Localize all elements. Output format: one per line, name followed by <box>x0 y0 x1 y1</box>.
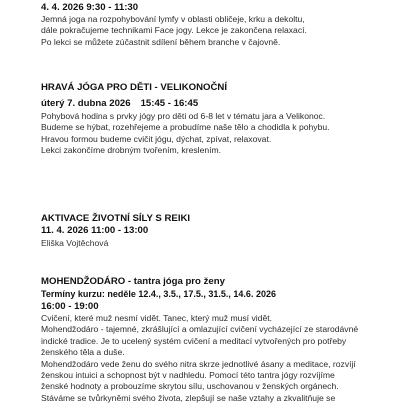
event-description-line: dále pokračujeme technikami Face jogy. Lekce je zakončena relaxací. <box>41 25 307 36</box>
event-reiki <box>41 213 386 249</box>
event-description-line: Mohendžodáro - tajemné, zkrášlující a omlazující cvičení vycházející ze starodávné <box>41 324 359 335</box>
event-description-line: Hravou formou budeme cvičit jógu, dýchat, zpívat, relaxovat. <box>41 133 272 144</box>
event-lecturer: Eliška Vojtěchová <box>41 238 109 248</box>
event-description-line: Cvičení, které muž nesmí vidět. Tanec, který muž musí vidět. <box>41 313 272 323</box>
event-date-time <box>41 98 386 110</box>
event-date: 4. 4. 2026 9:30 - 11:30 <box>41 2 139 13</box>
event-description-line: ženskou intuici a schopnost být v nadhledu. Pomocí této tantra jógy rozvíjíme <box>41 370 335 381</box>
event-title: AKTIVACE ŽIVOTNÍ SÍLY S REIKI <box>41 213 191 224</box>
event-description-line: Budeme se hýbat, rozehřejeme a probudíme naše tělo a chodidla k pohybu. <box>41 122 330 133</box>
event-mohendzodaro <box>41 276 386 404</box>
event-title <box>41 276 386 288</box>
event-kids-yoga <box>41 82 386 157</box>
event-terms: Termíny kurzu: neděle 12.4., 3.5., 17.5., 31.5., 14.6. 2026 <box>41 289 276 299</box>
event-description-line: Po lekci se můžete zúčastnit sdílení během branche v čajovně. <box>41 36 281 47</box>
event-time: 15:45 - 16:45 <box>140 98 199 109</box>
event-description-line: Pohybová hodina s prvky jógy pro děti od 6-8 let v tématu jara a Velikonoc. <box>41 111 326 121</box>
event-title: HRAVÁ JÓGA PRO DĚTI - VELIKONOČNÍ <box>41 82 228 93</box>
event-title-suffix: - tantra jóga pro ženy <box>125 276 225 287</box>
event-description-line: indické tradice. Je to ucelený systém cvičení a meditací vytvořených pro potřeby <box>41 335 347 346</box>
event-date: úterý 7. dubna 2026 <box>41 98 131 109</box>
event-face-yoga <box>41 2 386 48</box>
event-description-line: Jemná joga na rozpohybování lymfy v oblasti obličeje, krku a dekoltu, <box>41 14 305 24</box>
event-time: 16:00 - 19:00 <box>41 301 99 312</box>
event-description-line: Lekci zakončíme drobným tvořením, kreslením. <box>41 145 222 156</box>
event-title-main: MOHENDŽODÁRO <box>41 276 126 287</box>
event-description-line: Mohendžodáro vede ženu do svého nitra skrze jednotlivé ásany a meditace, rozvíjí <box>41 358 356 369</box>
event-date: 11. 4. 2026 11:00 - 13:00 <box>41 225 149 236</box>
event-description-line: ženského těla a duše. <box>41 347 125 358</box>
event-description-line: ženské hodnoty a probouzíme skrytou sílu, uschovanou v ženských orgánech. <box>41 381 339 392</box>
event-description-line: Stáváme se tvůrkyněmi svého života, zlepšují se naše vztahy a zkvalitňuje se <box>41 392 336 403</box>
